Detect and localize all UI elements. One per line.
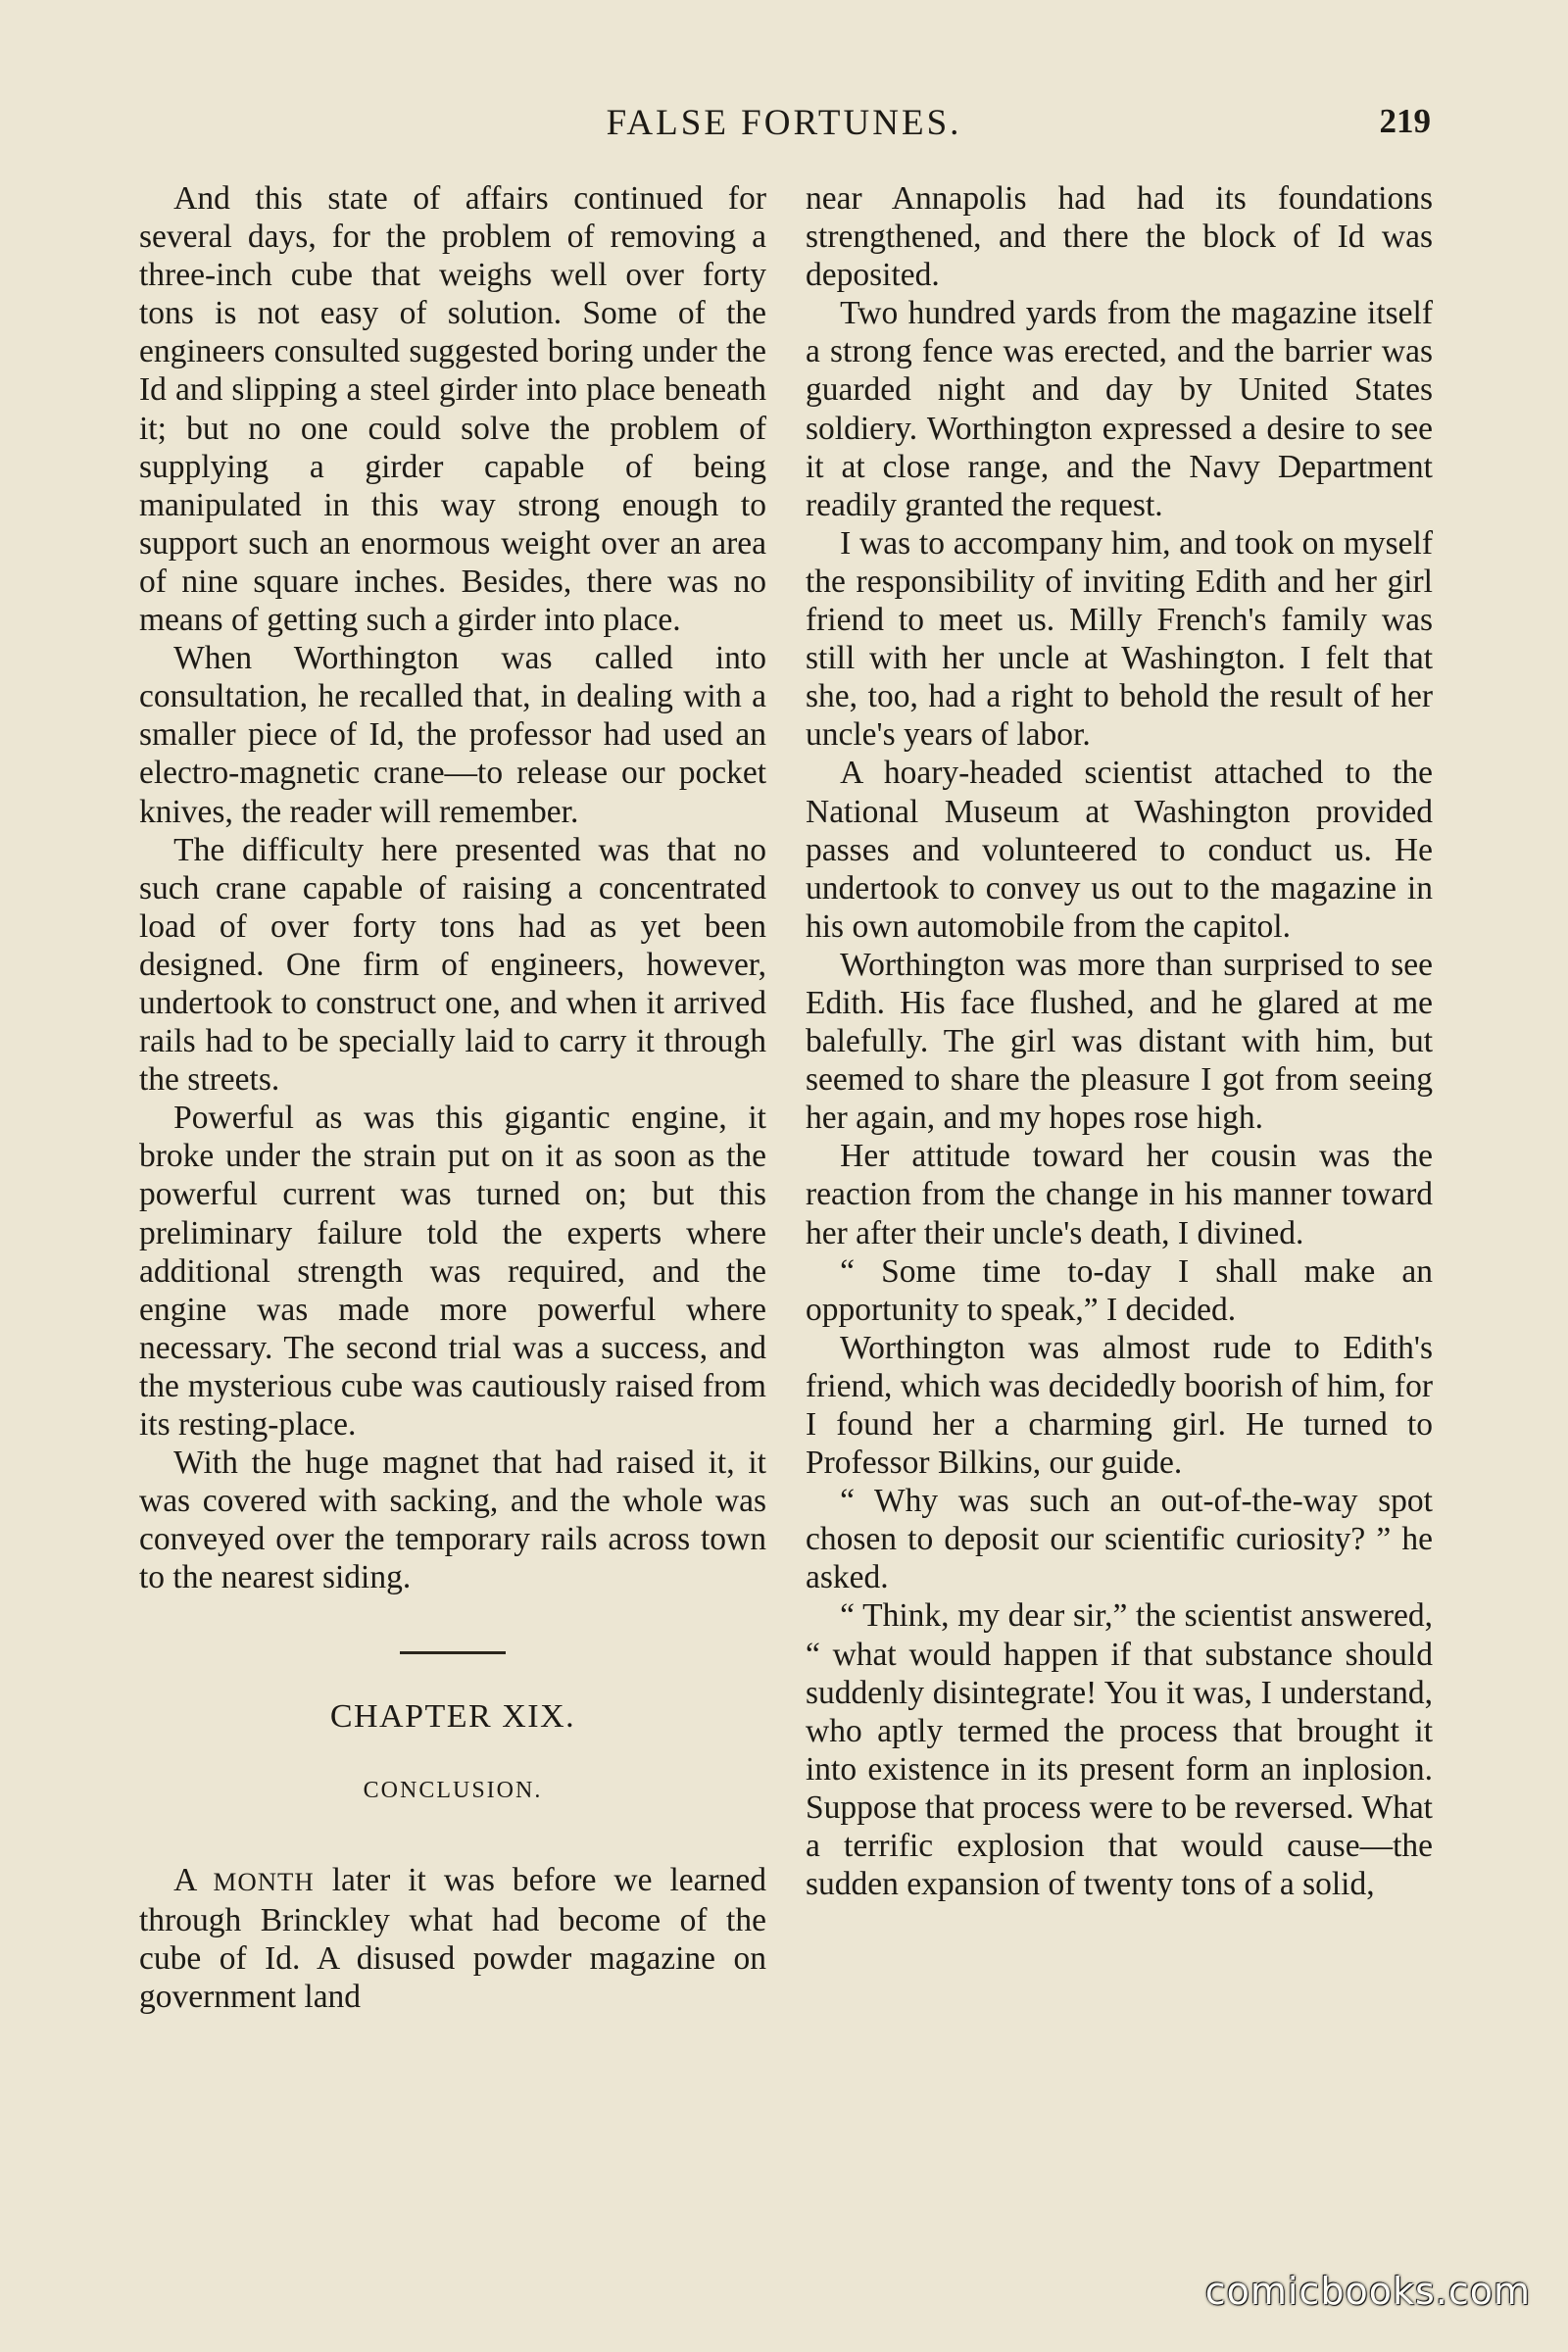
paragraph: “ Think, my dear sir,” the scientist answered, “ what would happen if that substance should suddenly disintegrate! You it was, I understand, who aptly termed the process that brought it into existence in its present form an inplosion. Suppose that process were to be reversed. What a terrific explosion that would cause—the sudden expansion of twenty tons of a solid, (806, 1597, 1433, 1903)
paragraph: The difficulty here presented was that no such crane capable of raising a concentrated load of over forty tons had as yet been designed. One firm of engineers, however, undertook to construct one, and when it arrived rails had to be specially laid to carry it through the streets. (139, 831, 766, 1099)
chapter-subtitle: CONCLUSION. (363, 1777, 543, 1803)
paragraph: When Worthington was called into consultation, he recalled that, in dealing with a smaller piece of Id, the professor had used an electro-magnetic crane—to release our pocket knives, the reader will remember. (139, 640, 766, 830)
paragraph: Worthington was almost rude to Edith's friend, which was decidedly boorish of him, for I found her a charming girl. He turned to Professor Bilkins, our guide. (806, 1329, 1433, 1482)
right-column (806, 179, 1433, 1903)
page-number: 219 (1379, 102, 1431, 140)
opening-smallcaps: MONTH (213, 1866, 315, 1896)
running-header-title: FALSE FORTUNES. (606, 103, 962, 143)
paragraph: Her attitude toward her cousin was the reaction from the change in his manner toward her after their uncle's death, I divined. (806, 1138, 1433, 1251)
paragraph: Two hundred yards from the magazine itself a strong fence was erected, and the barrier was guarded night and day by United States soldiery. Worthington expressed a desire to see it at close range, and the Navy Department readily granted the request. (806, 295, 1433, 523)
paragraph: near Annapolis had had its foundations strengthened, and there the block of Id was deposited. (806, 180, 1433, 294)
paragraph: With the huge magnet that had raised it, it was covered with sacking, and the whole was conveyed over the temporary rails across town to the nearest siding. (139, 1445, 766, 1596)
paragraph: “ Why was such an out-of-the-way spot chosen to deposit our scientific curiosity? ” he asked. (806, 1483, 1433, 1596)
opening-initial: A (173, 1861, 196, 1898)
paragraph: “ Some time to-day I shall make an opportunity to speak,” I decided. (806, 1252, 1433, 1328)
chapter-title: CHAPTER XIX. (329, 1698, 576, 1736)
paragraph: Powerful as was this gigantic engine, it broke under the strain put on it as soon as the powerful current was turned on; but this preliminary failure told the experts where additional strength was required, and the engine was made more powerful where necessary. The second trial was a success, and the mysterious cube was cautiously raised from its resting-place. (139, 1100, 766, 1443)
paragraph: And this state of affairs continued for several days, for the problem of removing a three-inch cube that weighs well over forty tons is not easy of solution. Some of the engineers consulted suggested boring under the Id and slipping a steel girder into place beneath it; but no one could solve the problem of supplying a girder capable of being manipulated in this way strong enough to support such an enormous weight over an area of nine square inches. Besides, there was no means of getting such a girder into place. (139, 180, 766, 639)
watermark-logo: comicbooks.com (1204, 2270, 1531, 2313)
opening-text: later it was before we learned through Brinckley what had become of the cube of Id. A disused powder magazine on government land (139, 1861, 767, 2015)
section-divider (400, 1651, 506, 1654)
left-column (139, 179, 766, 2016)
paragraph: A hoary-headed scientist attached to the National Museum at Washington provided passes and volunteered to conduct us. He undertook to convey us out to the magazine in his own automobile from the capitol. (806, 755, 1433, 945)
chapter-opening-paragraph (139, 1861, 766, 2016)
paragraph: Worthington was more than surprised to see Edith. His face flushed, and he glared at me balefully. The girl was distant with him, but seemed to share the pleasure I got from seeing her again, and my hopes rose high. (806, 946, 1433, 1137)
paragraph: I was to accompany him, and took on myself the responsibility of inviting Edith and her girl friend to meet us. Milly French's family was still with her uncle at Washington. I felt that she, too, had a right to behold the result of her uncle's years of labor. (806, 524, 1433, 754)
